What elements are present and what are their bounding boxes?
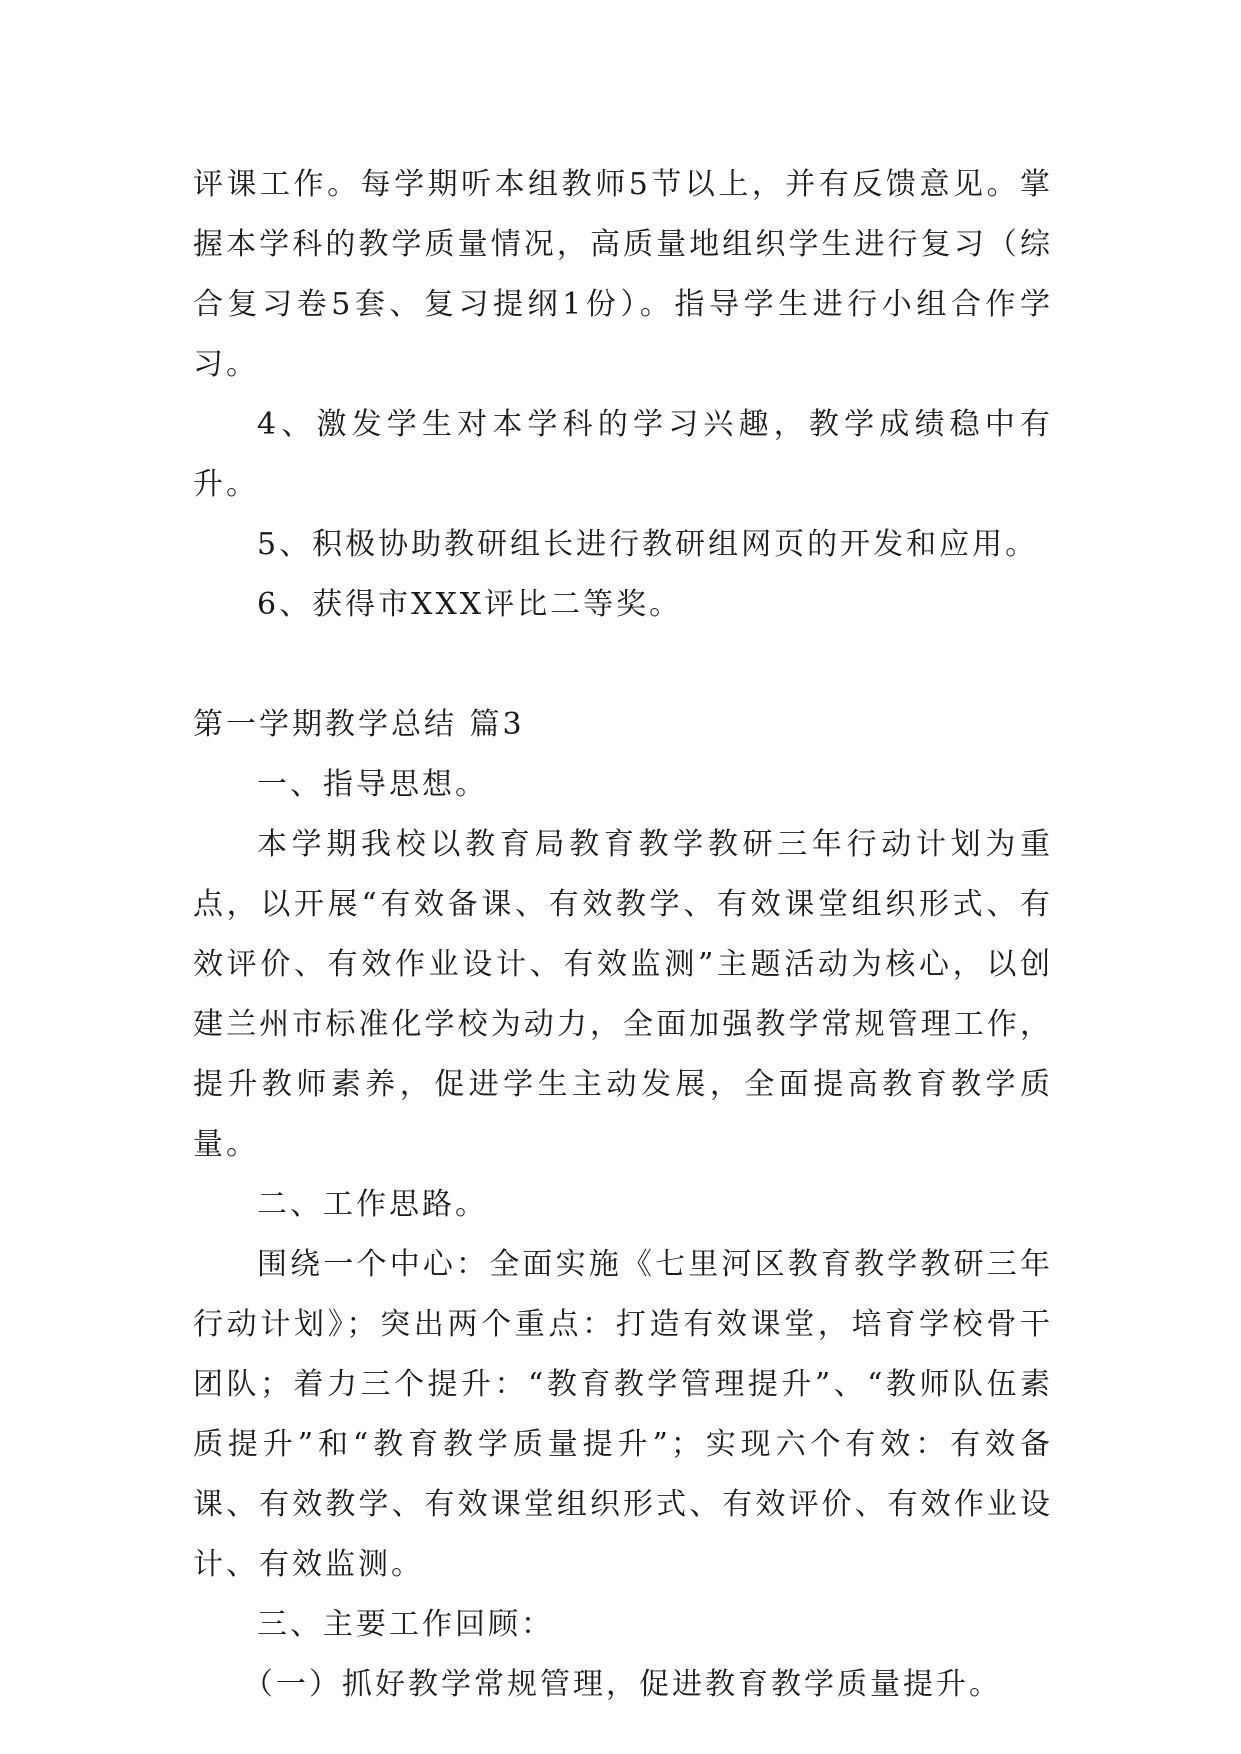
paragraph-work-approach: 围绕一个中心：全面实施《七里河区教育教学教研三年行动计划》；突出两个重点：打造有效课堂，培育学校骨干团队；着力三个提升：“教育教学管理提升”、“教师队伍素质提升”和“教育教学质量提升”；实现六个有效：有效备课、有效教学、有效课堂组织形式、有效评价、有效作业设计、有效监测。 [193, 1247, 1053, 1582]
subheading-teaching-routine: （一）抓好教学常规管理，促进教育教学质量提升。 [243, 1667, 1002, 1702]
paragraph-item-4: 4、激发学生对本学科的学习兴趣，教学成绩稳中有升。 [193, 407, 1053, 502]
subheading-work-approach: 二、工作思路。 [257, 1187, 488, 1222]
paragraph-guiding-ideology: 本学期我校以教育局教育教学教研三年行动计划为重点，以开展“有效备课、有效教学、有效课堂组织形式、有效评价、有效作业设计、有效监测”主题活动为核心，以创建兰州市标准化学校为动力，全面加强教学常规管理工作，提升教师素养，促进学生主动发展，全面提高教育教学质量。 [193, 827, 1053, 1162]
subheading-work-review: 三、主要工作回顾： [257, 1607, 554, 1642]
paragraph-continuation: 评课工作。每学期听本组教师5节以上，并有反馈意见。掌握本学科的教学质量情况，高质量地组织学生进行复习（综合复习卷5套、复习提纲1份）。指导学生进行小组合作学习。 [193, 167, 1053, 382]
paragraph-item-6: 6、获得市XXX评比二等奖。 [257, 587, 683, 622]
document-body [193, 155, 1053, 1715]
section-title: 第一学期教学总结 篇3 [193, 707, 525, 742]
subheading-guiding-ideology: 一、指导思想。 [257, 767, 488, 802]
paragraph-item-5: 5、积极协助教研组长进行教研组网页的开发和应用。 [257, 527, 1039, 562]
